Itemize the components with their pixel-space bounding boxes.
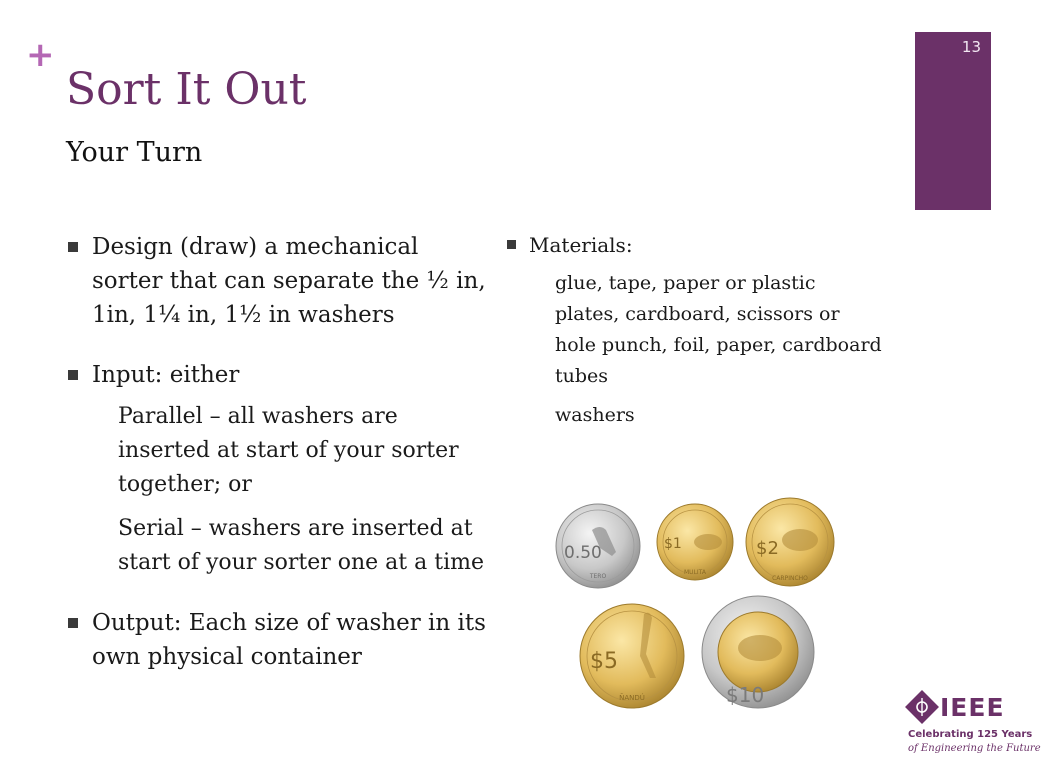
slide-title: Sort It Out: [66, 64, 307, 115]
ieee-logo-text: IEEE: [940, 693, 1005, 722]
ieee-diamond-icon: [904, 689, 940, 725]
slide-subtitle: Your Turn: [66, 137, 203, 168]
coin-5: [580, 604, 684, 708]
coin-5-label: ÑANDÚ: [619, 694, 645, 702]
input-option-serial: [92, 512, 486, 580]
bullet-design-text: Design (draw) a mechanical sorter that can separate the ½ in, 1in, 1¼ in, 1½ in washers: [92, 234, 486, 328]
ieee-logo: [902, 689, 1041, 759]
bullet-input: [66, 358, 486, 580]
ieee-tagline-1: Celebrating 125 Years: [908, 729, 1033, 740]
coin-2-label: CARPINCHO: [772, 575, 808, 582]
materials-item: [529, 400, 885, 431]
plus-mark: +: [26, 35, 55, 75]
bullet-design: [66, 230, 486, 332]
input-options-list: [92, 400, 486, 580]
materials-label: Materials:: [529, 233, 633, 257]
bullet-output: [66, 606, 486, 674]
materials-item-text: washers: [555, 404, 635, 426]
coin-1-label: MULITA: [684, 569, 706, 576]
bullet-output-text: Output: Each size of washer in its own physical container: [92, 610, 486, 670]
coins-image: [548, 492, 838, 720]
bullet-input-text: Input: either: [92, 362, 240, 388]
materials-item: [529, 268, 885, 392]
materials-item-text: glue, tape, paper or plastic plates, cardboard, scissors or hole punch, foil, paper, cardboard tubes: [555, 272, 882, 387]
coin-10-denomination: $10: [726, 683, 765, 707]
coin-1: [657, 504, 733, 580]
coin-2: [746, 498, 834, 586]
left-bullet-list: [66, 230, 486, 700]
coin-1-denomination: $1: [664, 536, 682, 552]
right-bullet-list: [505, 230, 885, 439]
coin-5-denomination: $5: [590, 649, 618, 674]
materials-list: [529, 268, 885, 431]
coin-050-label: TERO: [589, 573, 607, 580]
coin-10: [702, 596, 814, 708]
coin-2-denomination: $2: [756, 538, 779, 559]
coin-050-denomination: 0.50: [564, 543, 602, 563]
input-option-parallel: [92, 400, 486, 502]
page-number: 13: [961, 38, 981, 56]
coin-050: [556, 504, 640, 588]
page-number-block: [915, 32, 991, 210]
ieee-tagline-2: of Engineering the Future: [908, 743, 1041, 754]
input-option-serial-text: Serial – washers are inserted at start of your sorter one at a time: [118, 516, 484, 575]
bullet-materials: [505, 230, 885, 431]
input-option-parallel-text: Parallel – all washers are inserted at start of your sorter together; or: [118, 404, 459, 497]
